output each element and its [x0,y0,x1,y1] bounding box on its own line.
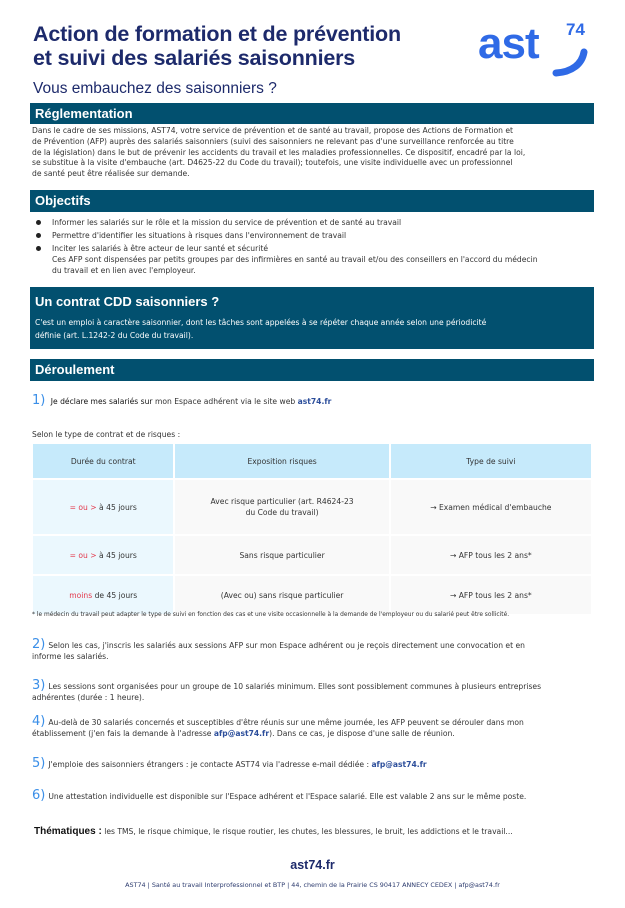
list-item [32,242,592,255]
themes-text: les TMS, le risque chimique, le risque routier, les chutes, les blessures, le bruit, les addictions et le travail... [101,827,513,836]
step-number: 5) [32,756,46,771]
step-text: mon Espace adhérent via le site web [152,397,298,406]
step-number: 6) [32,788,46,803]
duration-highlight: = ou > [69,502,97,512]
cdd-text [30,310,594,342]
objectifs-note [32,255,592,277]
cell-followup: → Examen médical d'embauche [390,479,592,535]
step-text [32,729,592,740]
list-item [32,229,592,242]
themes-line [34,826,513,837]
step-text: Selon les cas, j'inscris les salariés aux sessions AFP sur mon Espace adhérent ou je reçois directement une convocation et en [48,641,525,650]
title-line-1: Action de formation et de prévention [33,22,401,46]
table-row [32,479,592,535]
bullet-icon [36,246,41,251]
step-5 [32,756,592,771]
table-row [32,535,592,575]
step-number: 4) [32,714,46,729]
cell-exposure [174,479,389,535]
logo-text: ast [478,19,539,68]
step-number: 3) [32,678,46,693]
step-number: 2) [32,637,46,652]
footer-address: AST74 | Santé au travail Interprofessionnel et BTP | 44, chemin de la Prairie CS 90417 ANNECY CEDEX | afp@ast74.fr [125,881,500,889]
section-header-deroulement [30,359,594,381]
logo-swoosh-icon [550,48,590,78]
step-4 [32,714,592,740]
duration-highlight: moins [69,590,93,600]
text-line: de santé peut être réalisée sur demande. [32,169,190,179]
email-link[interactable]: afp@ast74.fr [213,728,270,738]
themes-label: Thématiques : [34,826,102,837]
step-text-part: ). Dans ce cas, je dispose d'une salle de réunion. [269,728,455,738]
duration-text: à 45 jours [96,502,137,512]
step-text: J'emploie des saisonniers étrangers : je contacte AST74 via l'adresse e-mail dédiée : [48,760,372,769]
duration-highlight: = ou > [69,550,97,560]
website-link[interactable]: ast74.fr [297,397,332,406]
cell-followup: → AFP tous les 2 ans* [390,535,592,575]
section-header-objectifs [30,190,594,212]
cell-duration [32,575,174,615]
cell-duration [32,479,174,535]
column-header-exposure: Exposition risques [174,443,389,479]
list-item-text: Inciter les salariés à être acteur de leur santé et sécurité [52,244,268,253]
objectifs-list [32,216,592,277]
step-text: informe les salariés. [32,651,109,661]
title-line-2: et suivi des salariés saisonniers [33,46,356,70]
section-title: Déroulement [35,362,115,377]
text-line: Dans le cadre de ses missions, AST74, votre service de prévention et de santé au travail, propose des Actions de Formation et [32,126,513,135]
cell-duration [32,535,174,575]
list-item-text: Permettre d'identifier les situations à risques dans l'environnement de travail [52,231,347,240]
step-number: 1) [32,393,46,408]
cell-exposure: Sans risque particulier [174,535,389,575]
text-line: du travail et en lien avec l'employeur. [52,265,196,275]
exposure-text: du Code du travail) [245,508,319,517]
text-line: définie (art. L.1242-2 du Code du travail). [35,331,194,340]
bullet-icon [36,220,41,225]
table-row [32,575,592,615]
table-header-row [32,443,592,479]
text-line: de la législation) dans le but de prévenir les accidents du travail et les maladies professionnelles. Ce dispositif, encadré par la loi, [32,147,526,157]
email-link[interactable]: afp@ast74.fr [371,760,427,769]
step-text-part: établissement (j'en fais la demande à l'adresse [32,728,214,738]
duration-text: de 45 jours [92,590,138,600]
cell-followup: → AFP tous les 2 ans* [390,575,592,615]
column-header-followup: Type de suivi [390,443,592,479]
ast74-logo [478,18,598,80]
table-footnote: * le médecin du travail peut adapter le type de suivi en fonction des cas et une visite occasionnelle à la demande de l'employeur ou du salarié peut être sollicité. [32,612,510,618]
section-title: Objectifs [35,193,91,208]
page-title [33,22,463,70]
step-text: Au-delà de 30 salariés concernés et susceptibles d'être réunis sur une même journée, les AFP peuvent se dérouler dans mon [48,718,524,727]
followup-table [31,442,593,616]
step-text-strong: Je déclare mes salariés sur [50,397,153,406]
list-item-text: Informer les salariés sur le rôle et la mission du service de prévention et de santé au travail [52,218,402,227]
step-text: Les sessions sont organisées pour un groupe de 10 salariés minimum. Elles sont possiblement communes à plusieurs entreprises [48,682,542,691]
step-3 [32,678,592,704]
section-header-reglementation [30,103,594,124]
column-header-duration: Durée du contrat [32,443,174,479]
text-line: C'est un emploi à caractère saisonnier, dont les tâches sont appelées à se répéter chaque année selon une périodicité [35,318,487,327]
exposure-text: Avec risque particulier (art. R4624-23 [210,497,354,506]
page-subtitle: Vous embauchez des saisonniers ? [33,80,277,97]
step-text: Une attestation individuelle est disponible sur l'Espace adhérent et l'Espace salarié. Elle est valable 2 ans sur le même poste. [48,792,527,801]
step-2 [32,637,592,663]
logo-superscript: 74 [566,20,585,39]
section-cdd [30,287,594,349]
table-intro: Selon le type de contrat et de risques : [32,430,181,439]
section-title: Réglementation [35,106,133,121]
list-item [32,216,592,229]
reglementation-text [32,126,525,180]
section-title: Un contrat CDD saisonniers ? [35,294,220,309]
cell-exposure: (Avec ou) sans risque particulier [174,575,389,615]
text-line: Ces AFP sont dispensées par petits groupes par des infirmières en santé au travail et/ou des conseillers en l'accord du médecin [52,255,538,264]
step-6 [32,788,592,803]
bullet-icon [36,233,41,238]
duration-text: à 45 jours [96,550,137,560]
text-line: se substitue à la visite d'embauche (art. D4625-22 du Code du travail); toutefois, une visite individuelle avec un professionnel [32,158,513,168]
footer-website-link[interactable]: ast74.fr [290,858,335,872]
step-text: adhérentes (durée : 1 heure). [32,692,145,702]
text-line: de Prévention (AFP) auprès des salariés saisonniers (suivi des saisonniers ne relevant pas d'une surveillance renforcée au titre [32,136,514,146]
step-1 [32,393,592,408]
